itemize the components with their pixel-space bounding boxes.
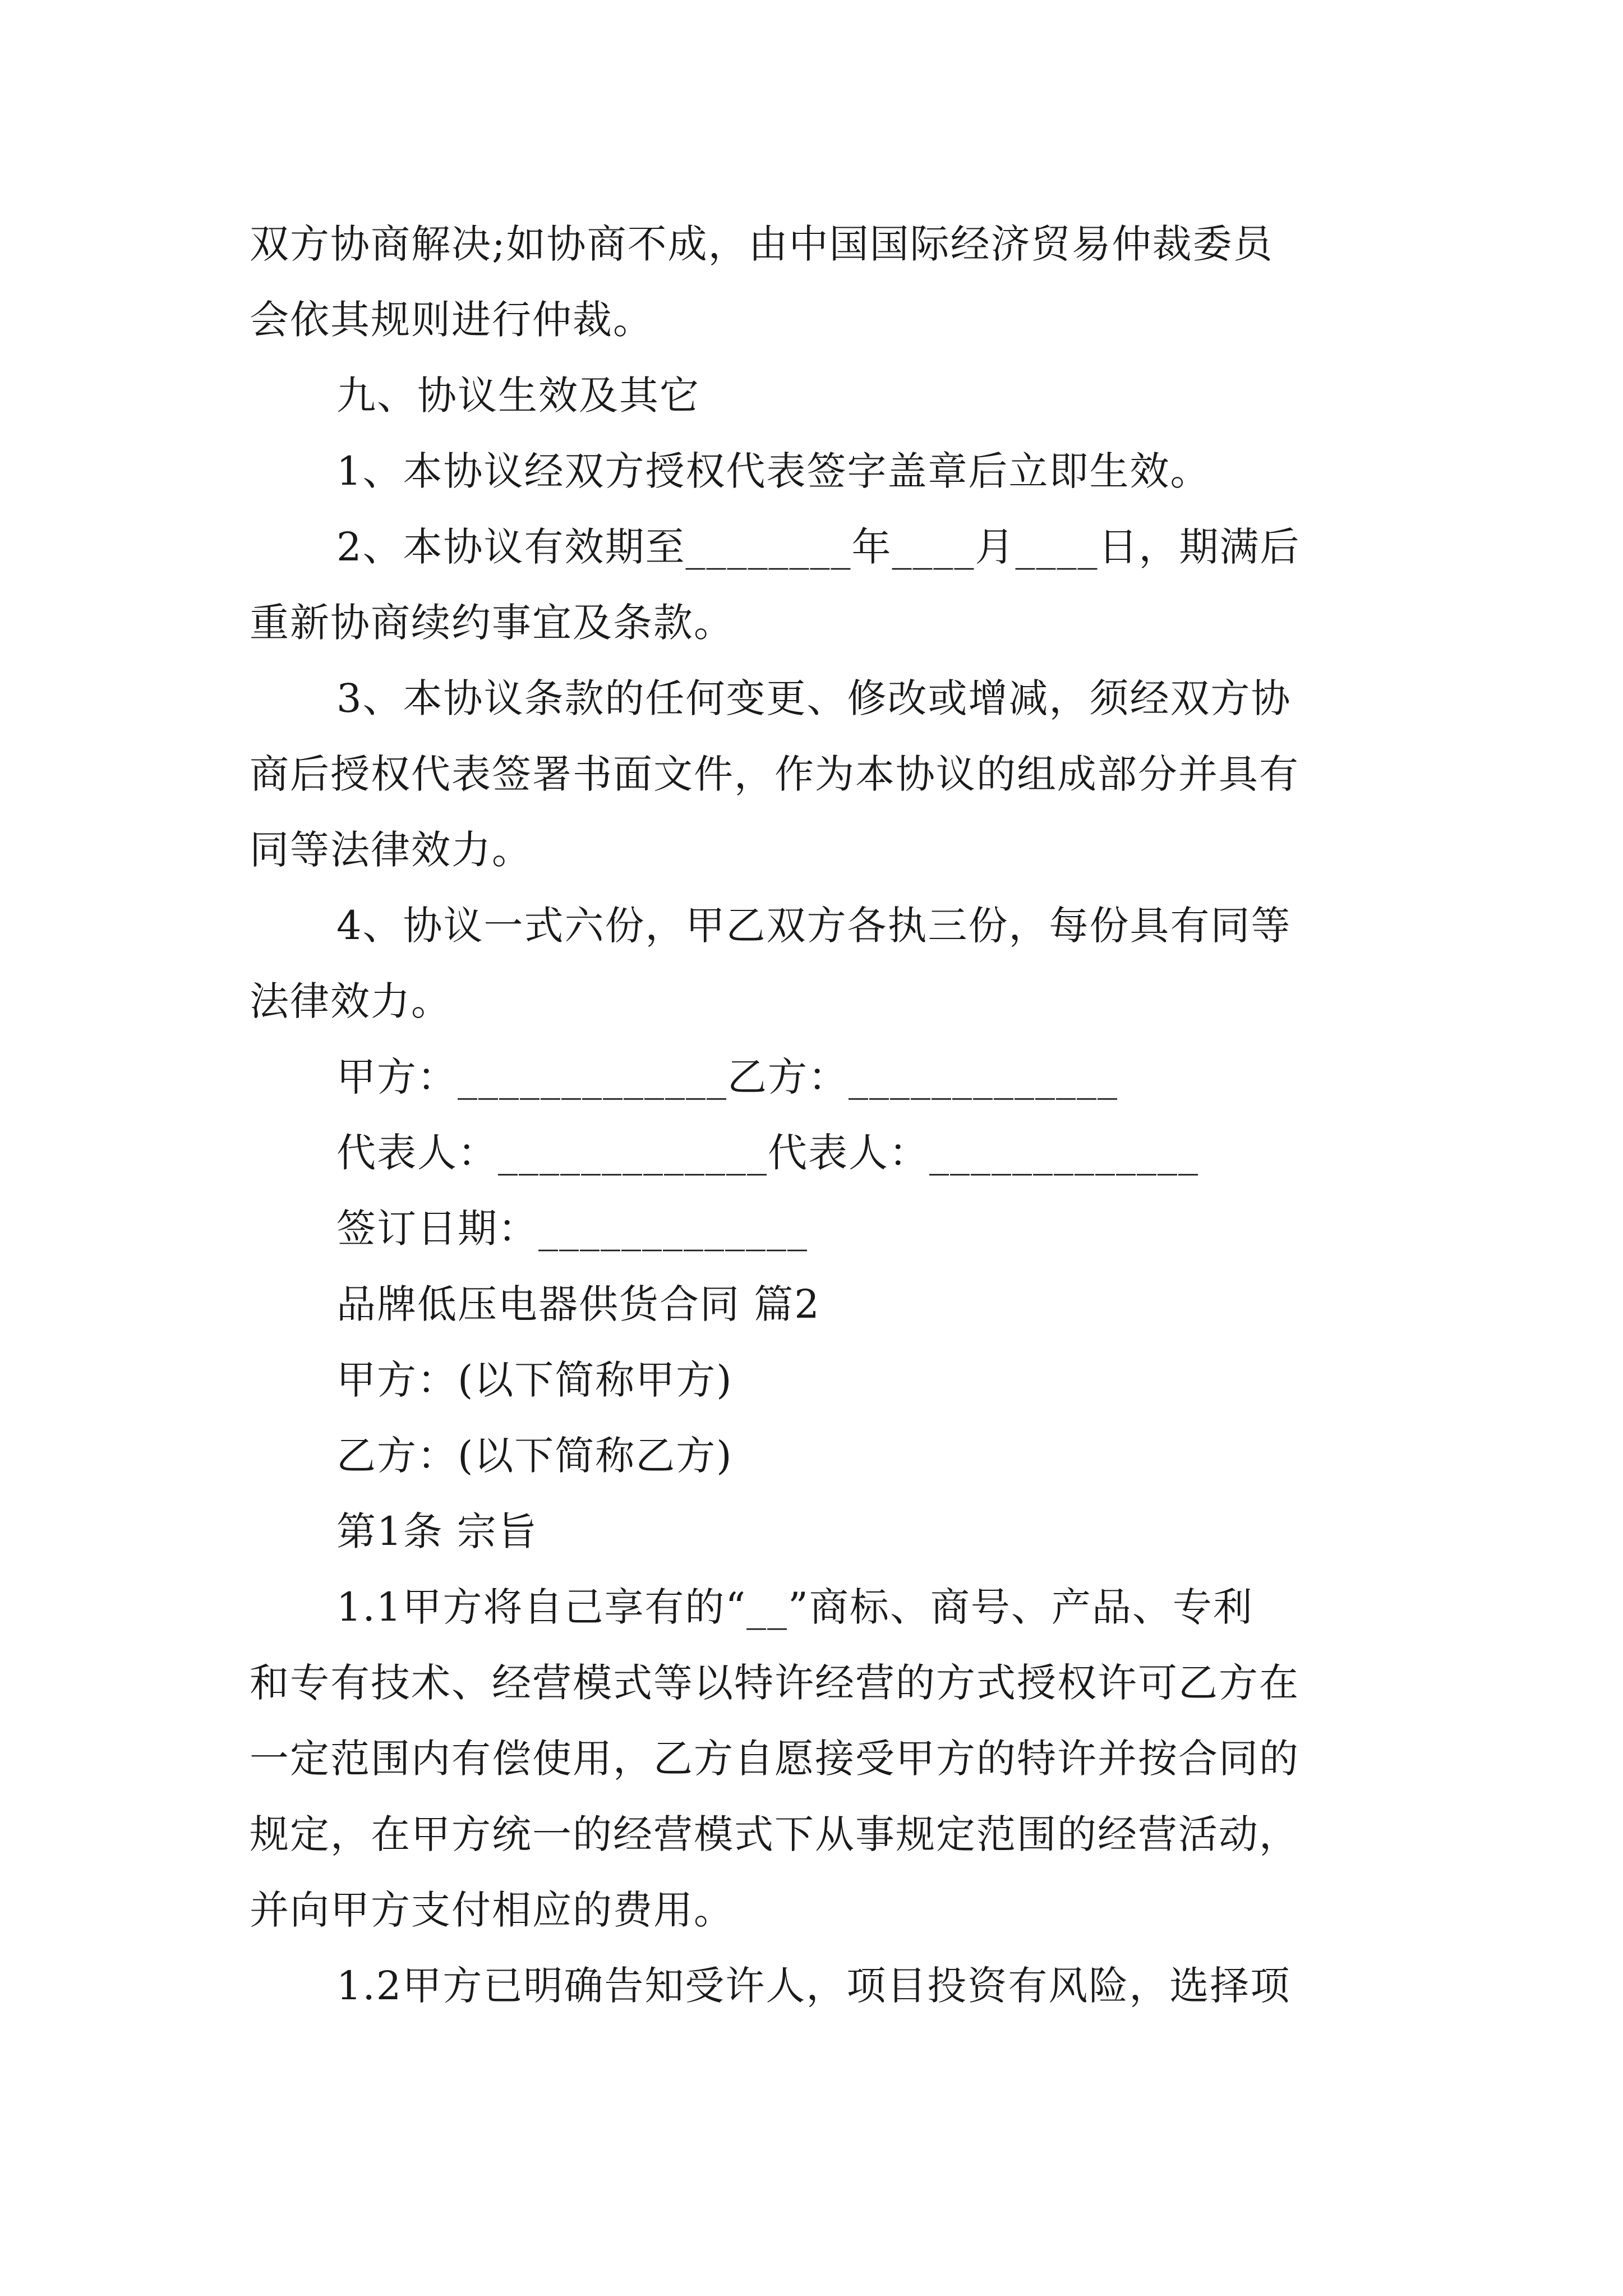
clause-line: 3、本协议条款的任何变更、修改或增减，须经双方协 [336, 675, 1292, 721]
section-heading: 九、协议生效及其它 [336, 372, 700, 418]
body-text-line: 商后授权代表签署书面文件，作为本协议的组成部分并具有 [250, 751, 1299, 797]
clause-line: 2、本协议有效期至________年____月____日，期满后 [336, 524, 1301, 570]
body-text-line: 同等法律效力。 [250, 827, 532, 873]
clause-line: 4、协议一式六份，甲乙双方各执三份，每份具有同等 [336, 903, 1292, 949]
body-text-line: 会依其规则进行仲裁。 [250, 297, 653, 343]
body-text-line: 重新协商续约事宜及条款。 [250, 600, 734, 646]
signature-representative-line: 代表人：_____________代表人：_____________ [336, 1130, 1199, 1176]
clause-line: 1.2甲方已明确告知受许人，项目投资有风险，选择项 [336, 1963, 1291, 2009]
clause-line: 1.1甲方将自己享有的“__”商标、商号、产品、专利 [336, 1584, 1253, 1630]
signature-date-line: 签订日期：_____________ [336, 1205, 808, 1251]
body-text-line: 规定，在甲方统一的经营模式下从事规定范围的经营活动， [250, 1811, 1299, 1857]
signature-party-line: 甲方：_____________乙方：_____________ [336, 1054, 1118, 1100]
article-heading: 第1条 宗旨 [336, 1508, 538, 1554]
party-a-line: 甲方：(以下简称甲方) [336, 1357, 733, 1403]
contract-title: 品牌低压电器供货合同 篇2 [336, 1281, 820, 1327]
body-text-line: 和专有技术、经营模式等以特许经营的方式授权许可乙方在 [250, 1660, 1299, 1706]
party-b-line: 乙方：(以下简称乙方) [336, 1433, 733, 1479]
body-text-line: 并向甲方支付相应的费用。 [250, 1887, 734, 1933]
body-text-line: 一定范围内有偿使用，乙方自愿接受甲方的特许并按合同的 [250, 1736, 1299, 1782]
clause-line: 1、本协议经双方授权代表签字盖章后立即生效。 [336, 448, 1211, 494]
body-text-line: 双方协商解决;如协商不成，由中国国际经济贸易仲裁委员 [250, 221, 1274, 267]
body-text-line: 法律效力。 [250, 978, 451, 1024]
